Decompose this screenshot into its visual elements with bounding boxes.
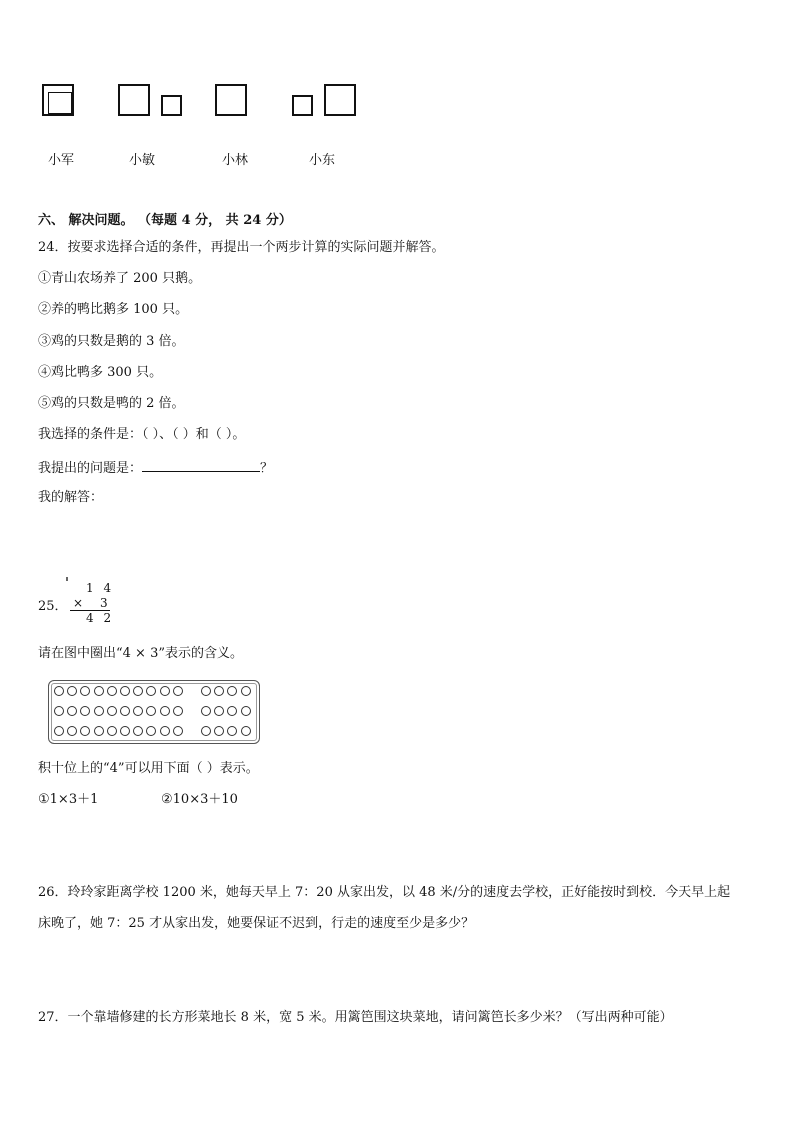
small-square [161, 95, 182, 116]
bead-diagram [48, 680, 260, 744]
bead [67, 726, 77, 736]
label-xiaomin: 小敏 [129, 153, 156, 168]
label-xiaojun: 小军 [48, 153, 75, 168]
tick-mark [66, 577, 68, 581]
bead [201, 686, 211, 696]
q24-condition-1: ①青山农场养了 200 只鹅。 [38, 271, 202, 286]
bead [54, 726, 64, 736]
bead [133, 706, 143, 716]
q25-option-2: ②10×3＋10 [161, 792, 238, 807]
label-xiaodong: 小东 [309, 153, 336, 168]
q26-line-2: 床晚了，她 7：25 才从家出发，她要保证不迟到，行走的速度至少是多少？ [38, 916, 475, 931]
bead [54, 706, 64, 716]
q24-condition-2: ②养的鸭比鹅多 100 只。 [38, 302, 189, 317]
bead [146, 726, 156, 736]
bead [94, 726, 104, 736]
q26-line-1: 26．玲玲家距离学校 1200 米，她每天早上 7：20 从家出发，以 48 米/分的速度去学校，正好能按时到校．今天早上起 [38, 885, 731, 900]
q24-question-line [38, 459, 273, 477]
bead [67, 686, 77, 696]
bead [201, 726, 211, 736]
q25-option-1: ①1×3＋1 [38, 792, 99, 807]
q24-condition-5: ⑤鸡的只数是鸭的 2 倍。 [38, 396, 185, 411]
bead [173, 706, 183, 716]
vm-times: × [73, 596, 84, 610]
bead [160, 706, 170, 716]
q24-prompt: 24．按要求选择合适的条件，再提出一个两步计算的实际问题并解答。 [38, 240, 445, 255]
bead [94, 686, 104, 696]
bead [120, 706, 130, 716]
bead [227, 706, 237, 716]
q24-condition-3: ③鸡的只数是鹅的 3 倍。 [38, 334, 185, 349]
bead [227, 726, 237, 736]
big-square [215, 84, 247, 116]
vm-result: 4 2 [86, 611, 115, 625]
bead [160, 726, 170, 736]
vm-top: 1 4 [86, 581, 115, 595]
bead [133, 686, 143, 696]
bead [214, 726, 224, 736]
bead [214, 686, 224, 696]
bead [160, 686, 170, 696]
bead [107, 726, 117, 736]
bead [241, 726, 251, 736]
bead [80, 686, 90, 696]
big-square [324, 84, 356, 116]
q24-condition-4: ④鸡比鸭多 300 只。 [38, 365, 163, 380]
q24-question-end: ？ [260, 461, 274, 476]
q24-answer-label: 我的解答： [38, 490, 104, 505]
small-square-inside [48, 92, 72, 114]
bead [107, 686, 117, 696]
bead [67, 706, 77, 716]
q25-instruction: 请在图中圈出“4 × 3”表示的含义。 [38, 646, 243, 661]
answer-blank [142, 459, 260, 472]
bead [54, 686, 64, 696]
big-square [118, 84, 150, 116]
bead [146, 706, 156, 716]
label-xiaolin: 小林 [222, 153, 249, 168]
bead [173, 726, 183, 736]
bead [173, 686, 183, 696]
bead [120, 726, 130, 736]
vm-multiplier: 3 [100, 596, 108, 610]
bead [120, 686, 130, 696]
bead [241, 686, 251, 696]
section-heading: 六、 解决问题。 （每题 4 分， 共 24 分） [38, 213, 292, 228]
bead [201, 706, 211, 716]
q24-choose-line: 我选择的条件是：（ ）、（ ）和（ ）。 [38, 427, 246, 442]
bead [146, 686, 156, 696]
bead [214, 706, 224, 716]
bead [241, 706, 251, 716]
q24-question-label: 我提出的问题是： [38, 461, 143, 476]
bead [94, 706, 104, 716]
bead [227, 686, 237, 696]
bead [80, 706, 90, 716]
bead [133, 726, 143, 736]
bead [107, 706, 117, 716]
small-square [292, 95, 313, 116]
q27-text: 27．一个靠墙修建的长方形菜地长 8 米，宽 5 米。用篱笆围这块菜地，请问篱笆长多少米？（写出两种可能） [38, 1010, 673, 1025]
q25-number: 25． [38, 599, 68, 614]
bead [80, 726, 90, 736]
q25-tens-question: 积十位上的“4”可以用下面（ ）表示。 [38, 761, 259, 776]
